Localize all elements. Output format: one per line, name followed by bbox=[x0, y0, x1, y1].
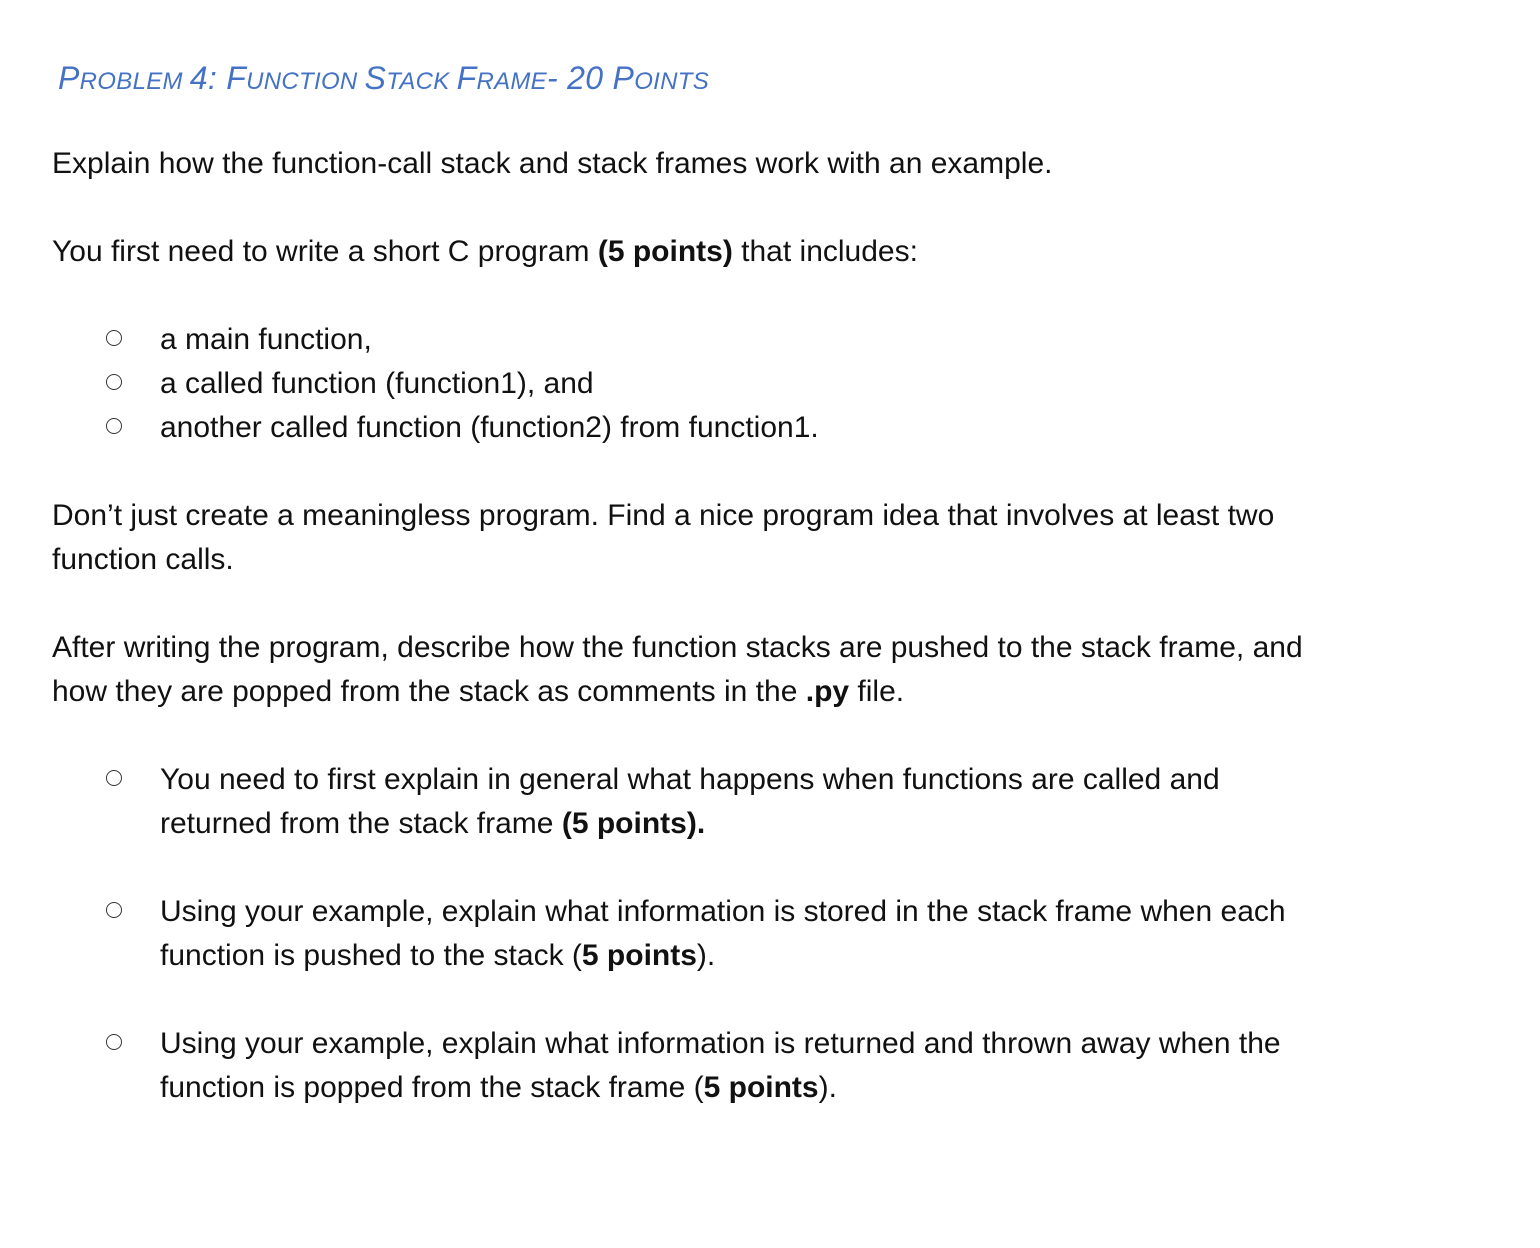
task-line: You need to first explain in general what happens when functions are called and bbox=[160, 763, 1220, 796]
list-item-text: a called function (function1), and bbox=[160, 367, 594, 400]
requirement-list bbox=[0, 318, 819, 450]
requirement-text: You first need to write a short C program bbox=[52, 235, 598, 268]
heading-smallcaps: UNCTION bbox=[246, 68, 365, 95]
task-list-3 bbox=[0, 1022, 1281, 1110]
task-points: 5 points bbox=[703, 1071, 819, 1104]
intro-paragraph bbox=[52, 142, 1492, 186]
requirement-paragraph bbox=[52, 230, 1492, 274]
after-line: After writing the program, describe how the function stacks are pushed to the stack frame, and bbox=[52, 631, 1303, 664]
task-line: function is popped from the stack frame ( bbox=[160, 1071, 704, 1104]
task-line: Using your example, explain what information is stored in the stack frame when each bbox=[160, 895, 1286, 928]
after-paragraph bbox=[52, 626, 1492, 714]
advice-line: Don’t just create a meaningless program. Find a nice program idea that involves at least two bbox=[52, 499, 1275, 532]
heading-cap: S bbox=[364, 60, 387, 96]
intro-text: Explain how the function-call stack and stack frames work with an example. bbox=[52, 147, 1053, 180]
circle-bullet-icon bbox=[106, 418, 122, 434]
task-points: (5 points). bbox=[561, 807, 706, 840]
advice-line: function calls. bbox=[52, 543, 234, 576]
list-item bbox=[0, 890, 1286, 978]
task-line-end: ). bbox=[818, 1071, 837, 1104]
task-line: Using your example, explain what information is returned and thrown away when the bbox=[160, 1027, 1281, 1060]
heading-smallcaps: OINTS bbox=[634, 68, 710, 95]
heading-cap: P bbox=[58, 60, 80, 96]
file-extension: .py bbox=[805, 675, 850, 708]
circle-bullet-icon bbox=[106, 1034, 122, 1050]
heading-cap: F bbox=[226, 60, 247, 96]
list-item-text: a main function, bbox=[160, 323, 372, 356]
task-points: 5 points bbox=[581, 939, 697, 972]
list-item-text: another called function (function2) from function1. bbox=[160, 411, 819, 444]
list-item bbox=[0, 318, 819, 362]
list-item bbox=[0, 362, 819, 406]
task-line: function is pushed to the stack ( bbox=[160, 939, 582, 972]
requirement-points: (5 points) bbox=[597, 235, 733, 268]
after-line: how they are popped from the stack as comments in the bbox=[52, 675, 806, 708]
list-item bbox=[0, 758, 1220, 846]
circle-bullet-icon bbox=[106, 374, 122, 390]
heading-smallcaps: ROBLEM bbox=[79, 68, 183, 95]
circle-bullet-icon bbox=[106, 770, 122, 786]
requirement-text-end: that includes: bbox=[732, 235, 918, 268]
heading-cap: P bbox=[612, 60, 635, 96]
task-line: returned from the stack frame bbox=[160, 807, 562, 840]
heading-cap: F bbox=[456, 60, 477, 96]
circle-bullet-icon bbox=[106, 902, 122, 918]
list-item bbox=[0, 406, 819, 450]
circle-bullet-icon bbox=[106, 330, 122, 346]
list-item bbox=[0, 1022, 1281, 1110]
advice-paragraph bbox=[52, 494, 1492, 582]
heading-number: 4: bbox=[189, 60, 227, 96]
heading-smallcaps: RAME bbox=[476, 68, 547, 95]
task-line-end: ). bbox=[696, 939, 716, 972]
heading-smallcaps: TACK bbox=[386, 68, 457, 95]
after-line-end: file. bbox=[849, 675, 905, 708]
problem-heading bbox=[58, 56, 709, 104]
task-list-1 bbox=[0, 758, 1220, 846]
task-list-2 bbox=[0, 890, 1286, 978]
heading-points-number: - 20 bbox=[547, 60, 613, 96]
